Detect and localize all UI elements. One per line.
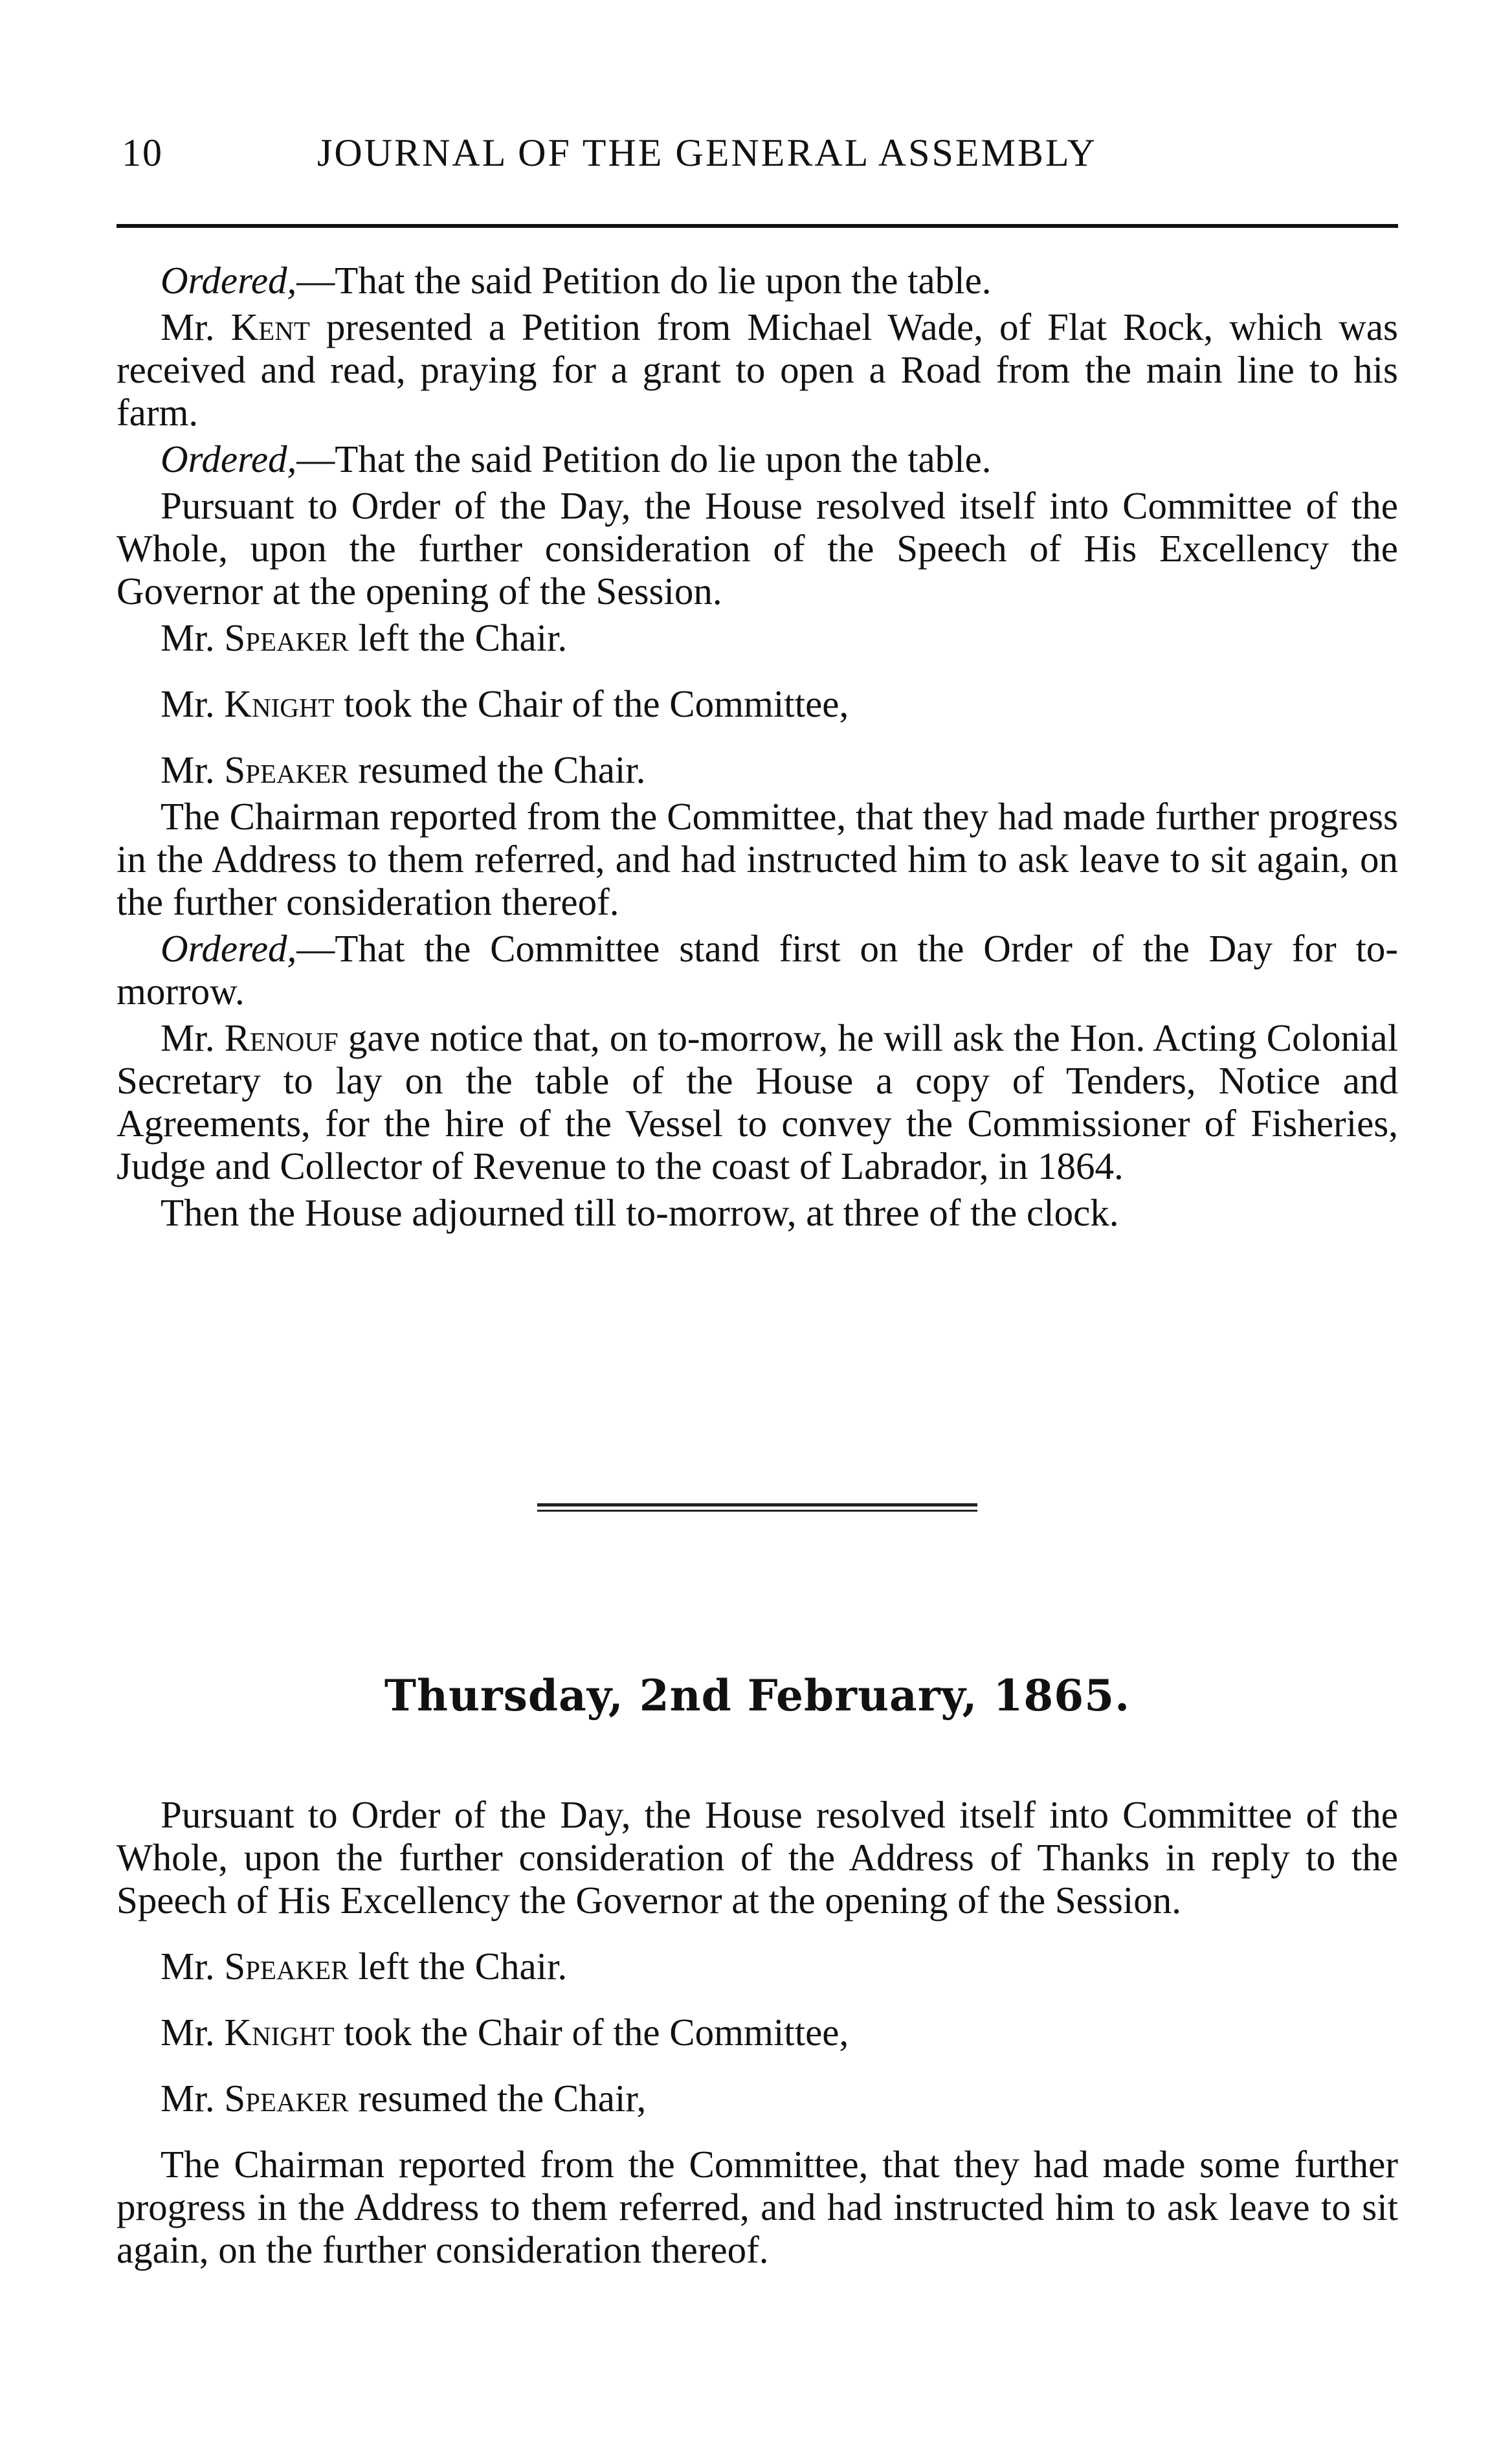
running-title: JOURNAL OF THE GENERAL ASSEMBLY <box>317 131 1097 174</box>
paragraph-adjourned: Then the House adjourned till to-morrow, at three of the clock. <box>161 1191 1119 1234</box>
divider-line-top <box>537 1503 977 1506</box>
running-header <box>117 97 1398 175</box>
proceedings-section-two <box>117 1793 1398 2275</box>
date-heading: Thursday, 2nd February, 1865. <box>384 1670 1131 1721</box>
divider-line-bottom <box>537 1510 977 1512</box>
page-number: 10 <box>122 131 163 174</box>
paragraph-speaker-left-2: Mr. Speaker left the Chair. <box>161 1945 568 1988</box>
paragraph-committee-of-whole: Pursuant to Order of the Day, the House resolved itself into Committee of the Whole, upon the further consideration of the Speech of His Excellency the Governor at the opening of the Session. <box>117 484 1398 612</box>
proceedings-section-one <box>117 259 1398 1238</box>
paragraph-chairman-report-2: The Chairman reported from the Committee, that they had made some further progress in the Address to them referred, and had instructed him to ask leave to sit again, on the further consideration thereof. <box>117 2143 1398 2271</box>
paragraph-ordered-3: Ordered,—That the Committee stand first on the Order of the Day for to-morrow. <box>117 927 1398 1013</box>
section-divider <box>537 1503 977 1515</box>
paragraph-renouf-notice: Mr. Renouf gave notice that, on to-morrow, he will ask the Hon. Acting Colonial Secretary to lay on the table of the House a copy of Tenders, Notice and Agreements, for the hire of the Vessel to convey the Commissioner of Fisheries, Judge and Collector of Revenue to the coast of Labrador, in 1864. <box>117 1016 1398 1187</box>
paragraph-committee-address: Pursuant to Order of the Day, the House resolved itself into Committee of the Whole, upon the further consideration of the Address of Thanks in reply to the Speech of His Excellency the Governor at the opening of the Session. <box>117 1793 1398 1921</box>
paragraph-knight-chair-2: Mr. Knight took the Chair of the Committee, <box>161 2011 849 2054</box>
journal-page <box>117 97 1398 175</box>
paragraph-ordered-1: Ordered,—That the said Petition do lie upon the table. <box>161 259 992 302</box>
paragraph-knight-chair: Mr. Knight took the Chair of the Committee, <box>161 682 849 725</box>
paragraph-speaker-resumed: Mr. Speaker resumed the Chair. <box>161 748 646 791</box>
paragraph-chairman-report: The Chairman reported from the Committee, that they had made further progress in the Address to them referred, and had instructed him to ask leave to sit again, on the further consideration thereof. <box>117 795 1398 923</box>
paragraph-speaker-left: Mr. Speaker left the Chair. <box>161 616 568 659</box>
paragraph-kent-petition: Mr. Kent presented a Petition from Michael Wade, of Flat Rock, which was received and read, praying for a grant to open a Road from the main line to his farm. <box>117 306 1398 434</box>
paragraph-speaker-resumed-2: Mr. Speaker resumed the Chair, <box>161 2077 647 2120</box>
header-rule <box>117 224 1398 228</box>
paragraph-ordered-2: Ordered,—That the said Petition do lie upon the table. <box>161 438 992 480</box>
